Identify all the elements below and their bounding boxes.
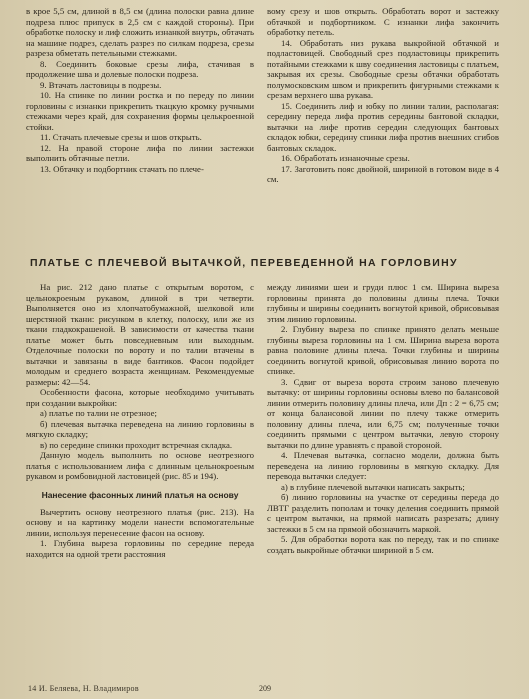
list-item: б) линию горловины на участке от середины переда до ЛВТГ разделить пополам и точку деления соединить прямой с центром вытачки, на прямой написать разрезать; длину застежки в 5 см на прямой обозначить маркой. [267, 492, 499, 534]
paragraph: вому срезу и шов открыть. Обработать ворот и застежку обтачкой и подбортником. С изнанки лифа закончить обработку петель. [267, 6, 499, 37]
paragraph: 11. Стачать плечевые срезы и шов открыть. [40, 132, 202, 142]
bottom-right-column [267, 282, 499, 555]
paragraph: 3. Сдвиг от выреза ворота строим заново плечевую вытачку: от ширины горловины основы влево по балансовой линии отмерить половину длины плеча, или Дп : 2 = 6,75 см; от конца балансовой линии по плечу также отмерить половину длины плеча, или 6,75 см; полученные точки соединить прямыми с центром вытачки, левую сторону вытачки по длине уравнять с правой стороной. [267, 376, 499, 450]
paragraph: 12. На правой стороне лифа по линии застежки выполнить обтачные петли. [26, 142, 254, 163]
paragraph: 10. На спинке по линии ростка и по переду по линии горловины с изнанки прикрепить ткацкую кромку ручными стежками через край, для сохранения формы целькроенной стойки. [26, 90, 254, 132]
top-right-column [267, 6, 499, 185]
paragraph: 15. Соединить лиф и юбку по линии талии, располагая: середину переда лифа против середины бантовой складки, вытачки на лифе против середин следующих бантовых складок юбки, середину спинки лифа против внешних сгибов бантовых складок. [267, 100, 499, 153]
paragraph: 5. Для обработки ворота как по переду, так и по спинке создать выкройные обтачки шириной в 5 см. [267, 534, 499, 555]
paragraph: 17. Заготовить пояс двойной, шириной в готовом виде в 4 см. [267, 163, 499, 184]
list-item: а) платье по талии не отрезное; [40, 408, 157, 418]
bottom-left-column [26, 282, 254, 559]
subsection-heading: Нанесение фасонных линий платья на основу [41, 489, 239, 500]
paragraph: Особенности фасона, которые необходимо учитывать при создании выкройки: [26, 387, 254, 408]
paragraph: 8. Соединить боковые срезы лифа, стачивая в продолжение шва и долевые полоски подреза. [26, 58, 254, 79]
paragraph: Вычертить основу неотрезного платья (рис. 213). На основу и на картинку модели нанести вспомогательные линии, используя перенесение фасон на основу. [26, 506, 254, 538]
top-left-column [26, 6, 254, 174]
page-number: 209 [259, 684, 271, 693]
paragraph: в крое 5,5 см, длиной в 8,5 см (длина полоски равна длине подреза плюс припуск в 2,5 см с каждой стороны). При обработке полоску и лиф сложить изнанкой внутрь, обтачать на машине подрез, сделать разрез по силкам подреза, срезы разреза обметать петельными стежками. [26, 6, 254, 58]
paragraph: 1. Глубина выреза горловины по середине переда находится на одной трети расстояния [26, 538, 254, 559]
paragraph: между линиями шеи и груди плюс 1 см. Ширина выреза горловины принята до половины длины плеча. Точки глубины и ширины соединить вогнутой кривой, обрисовывая этим линию горловины. [267, 282, 499, 324]
paragraph: 4. Плечевая вытачка, согласно модели, должна быть переведена на линию горловины в мягкую складку. Для перевода вытачки следует: [267, 450, 499, 481]
paragraph: 14. Обработать низ рукава выкройной обтачкой и подластовицей. Свободный срез подластовицы прикрепить потайными стежками к шву соединения ластовицы с платьем, закрывая их срезы. Свободные срезы обтачки обработать полумосковским швом и прикрепить фигурными стежками к срезам верхнего шва рукава. [267, 37, 499, 100]
footer-signature: 14 И. Беляева, Н. Владимиров [28, 684, 139, 693]
list-item: а) в глубине плечевой вытачки написать закрыть; [281, 481, 465, 492]
section-heading: ПЛАТЬЕ С ПЛЕЧЕВОЙ ВЫТАЧКОЙ, ПЕРЕВЕДЕННОЙ НА ГОРЛОВИНУ [30, 257, 458, 269]
list-item: б) плечевая вытачка переведена на линию горловины в мягкую складку; [26, 418, 254, 439]
paragraph: 9. Втачать ластовицы в подрезы. [40, 79, 162, 90]
paragraph: На рис. 212 дано платье с открытым воротом, с цельнокроеным рукавом, длиной в три четверти. Выполняется оно из хлопчатобумажной, шелковой или шерстяной ткани: рисунком в клетку, полоску, или же из ткани гладкокрашеной. В зависимости от качества ткани платье может быть повседневным или выходным. Отделочные полоски по вороту и по талии втачены в вытачки и завязаны в виде бантиков. Фасон подойдет молодым и среднего возраста женщинам. Рекомендуемые размеры: 42—54. [26, 282, 254, 387]
paragraph: 16. Обработать изнаночные срезы. [281, 153, 410, 163]
paragraph: Данную модель выполнить по основе неотрезного платья с использованием лифа с длинным цельнокроеным рукавом и ромбовидной ластовицей (рис. 85 и 194). [26, 450, 254, 481]
paragraph: 13. Обтачку и подбортник стачать по плече- [40, 163, 204, 174]
paragraph: 2. Глубину выреза по спинке принято делать меньше глубины выреза горловины на 1 см. Ширина выреза ворота равна половине длины плеча. Точки глубины и ширины соединить вогнутой кривой, обрисовывая линию ворота по спинке. [267, 324, 499, 376]
list-item: в) по середине спинки проходит встречная складка. [40, 439, 233, 450]
